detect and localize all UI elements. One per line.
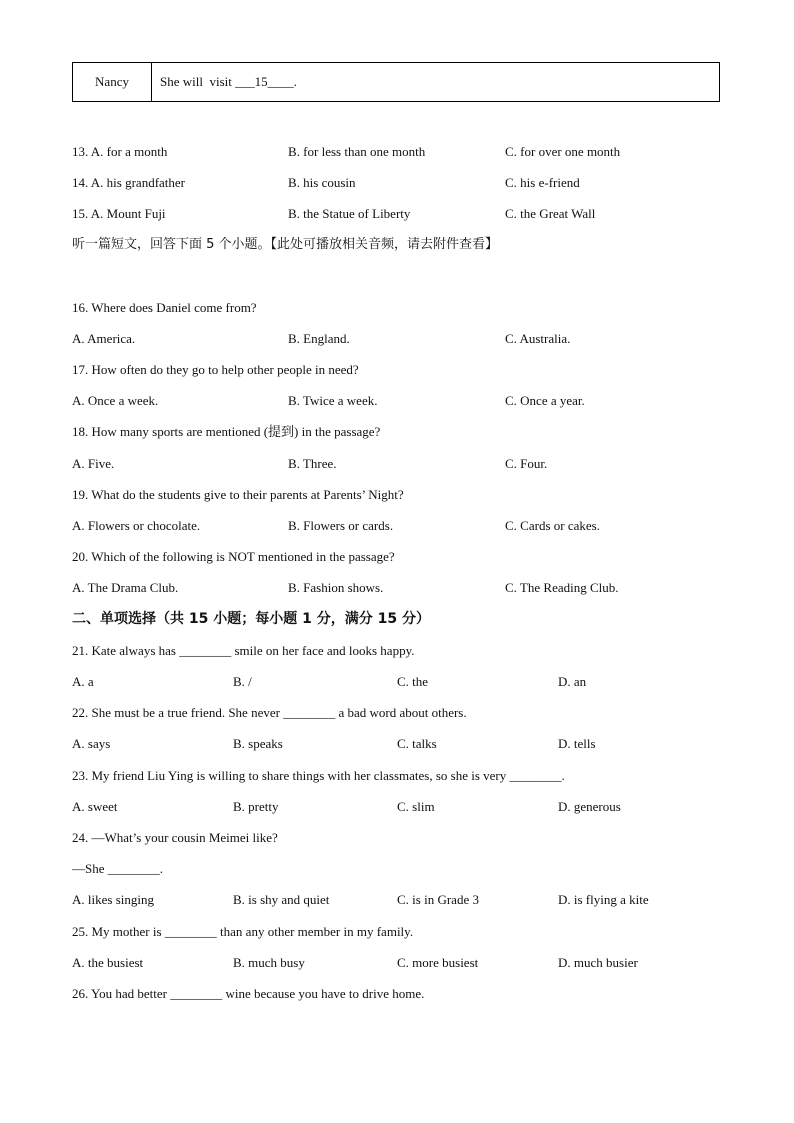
option-c: C. Four.	[505, 456, 548, 471]
option-b: B. England.	[288, 331, 350, 346]
table-name-cell: Nancy	[73, 63, 152, 101]
option-a: A. The Drama Club.	[72, 580, 179, 595]
option-d: D. an	[558, 674, 587, 689]
option-a: 15. A. Mount Fuji	[72, 206, 166, 221]
question-23-options	[72, 798, 734, 816]
sentence-suffix: .	[293, 74, 297, 89]
question-25-options	[72, 954, 734, 972]
question-21-text: 21. Kate always has ________ smile on her face and looks happy.	[72, 643, 415, 658]
option-b: B. Fashion shows.	[288, 580, 384, 595]
option-a: A. Once a week.	[72, 393, 159, 408]
option-c: C. the	[397, 674, 429, 689]
option-a: A. sweet	[72, 799, 118, 814]
option-b: B. /	[233, 674, 252, 689]
option-b: B. Twice a week.	[288, 393, 378, 408]
option-c: C. more busiest	[397, 955, 479, 970]
option-c: C. Australia.	[505, 331, 571, 346]
option-c: C. talks	[397, 736, 437, 751]
listening-instruction: 听一篇短文，回答下面 5 个小题。【此处可播放相关音频，请去附件查看】	[72, 237, 499, 252]
option-a: A. says	[72, 736, 111, 751]
question-17-text: 17. How often do they go to help other people in need?	[72, 362, 359, 377]
option-a: A. likes singing	[72, 892, 154, 907]
option-c: C. the Great Wall	[505, 206, 596, 221]
option-b: B. the Statue of Liberty	[288, 206, 411, 221]
option-c: C. The Reading Club.	[505, 580, 619, 595]
question-24-options	[72, 891, 734, 909]
question-17-options	[72, 392, 734, 410]
option-a: A. America.	[72, 331, 136, 346]
question-13	[72, 143, 734, 161]
option-b: B. speaks	[233, 736, 283, 751]
blank-15: ___15____	[235, 74, 294, 89]
question-26-text: 26. You had better ________ wine because you have to drive home.	[72, 986, 425, 1001]
option-a: A. Five.	[72, 456, 115, 471]
option-c: C. for over one month	[505, 144, 621, 159]
option-b: B. pretty	[233, 799, 279, 814]
section-2-title: 二、单项选择（共 15 小题；每小题 1 分，满分 15 分）	[72, 611, 430, 627]
question-18-text: 18. How many sports are mentioned (提到) in the passage?	[72, 424, 381, 439]
option-a: A. the busiest	[72, 955, 144, 970]
question-19-options	[72, 517, 734, 535]
option-a: A. Flowers or chocolate.	[72, 518, 201, 533]
option-c: C. Cards or cakes.	[505, 518, 600, 533]
question-16-options	[72, 330, 734, 348]
option-c: C. slim	[397, 799, 435, 814]
option-b: B. Three.	[288, 456, 337, 471]
question-22-text: 22. She must be a true friend. She never ________ a bad word about others.	[72, 705, 467, 720]
answer-table-row	[72, 62, 720, 102]
option-b: B. for less than one month	[288, 144, 426, 159]
option-c: C. is in Grade 3	[397, 892, 479, 907]
question-14	[72, 174, 734, 192]
question-23-text: 23. My friend Liu Ying is willing to share things with her classmates, so she is very ________.	[72, 768, 565, 783]
question-24-answer-line: —She ________.	[72, 861, 163, 876]
question-25-text: 25. My mother is ________ than any other member in my family.	[72, 924, 414, 939]
option-b: B. Flowers or cards.	[288, 518, 394, 533]
option-d: D. is flying a kite	[558, 892, 649, 907]
sentence-prefix: She will visit	[160, 74, 236, 89]
option-d: D. much busier	[558, 955, 638, 970]
option-a: 13. A. for a month	[72, 144, 168, 159]
option-a: 14. A. his grandfather	[72, 175, 186, 190]
option-d: D. generous	[558, 799, 621, 814]
table-sentence-cell	[152, 63, 719, 101]
option-b: B. his cousin	[288, 175, 356, 190]
question-20-options	[72, 579, 734, 597]
option-b: B. much busy	[233, 955, 305, 970]
question-24-text: 24. —What’s your cousin Meimei like?	[72, 830, 278, 845]
question-16-text: 16. Where does Daniel come from?	[72, 300, 257, 315]
question-21-options	[72, 673, 734, 691]
question-20-text: 20. Which of the following is NOT mentioned in the passage?	[72, 549, 395, 564]
option-b: B. is shy and quiet	[233, 892, 330, 907]
question-19-text: 19. What do the students give to their parents at Parents’ Night?	[72, 487, 404, 502]
option-a: A. a	[72, 674, 94, 689]
option-c: C. his e-friend	[505, 175, 580, 190]
question-15	[72, 205, 734, 223]
question-22-options	[72, 735, 734, 753]
option-d: D. tells	[558, 736, 596, 751]
option-c: C. Once a year.	[505, 393, 585, 408]
question-18-options	[72, 455, 734, 473]
